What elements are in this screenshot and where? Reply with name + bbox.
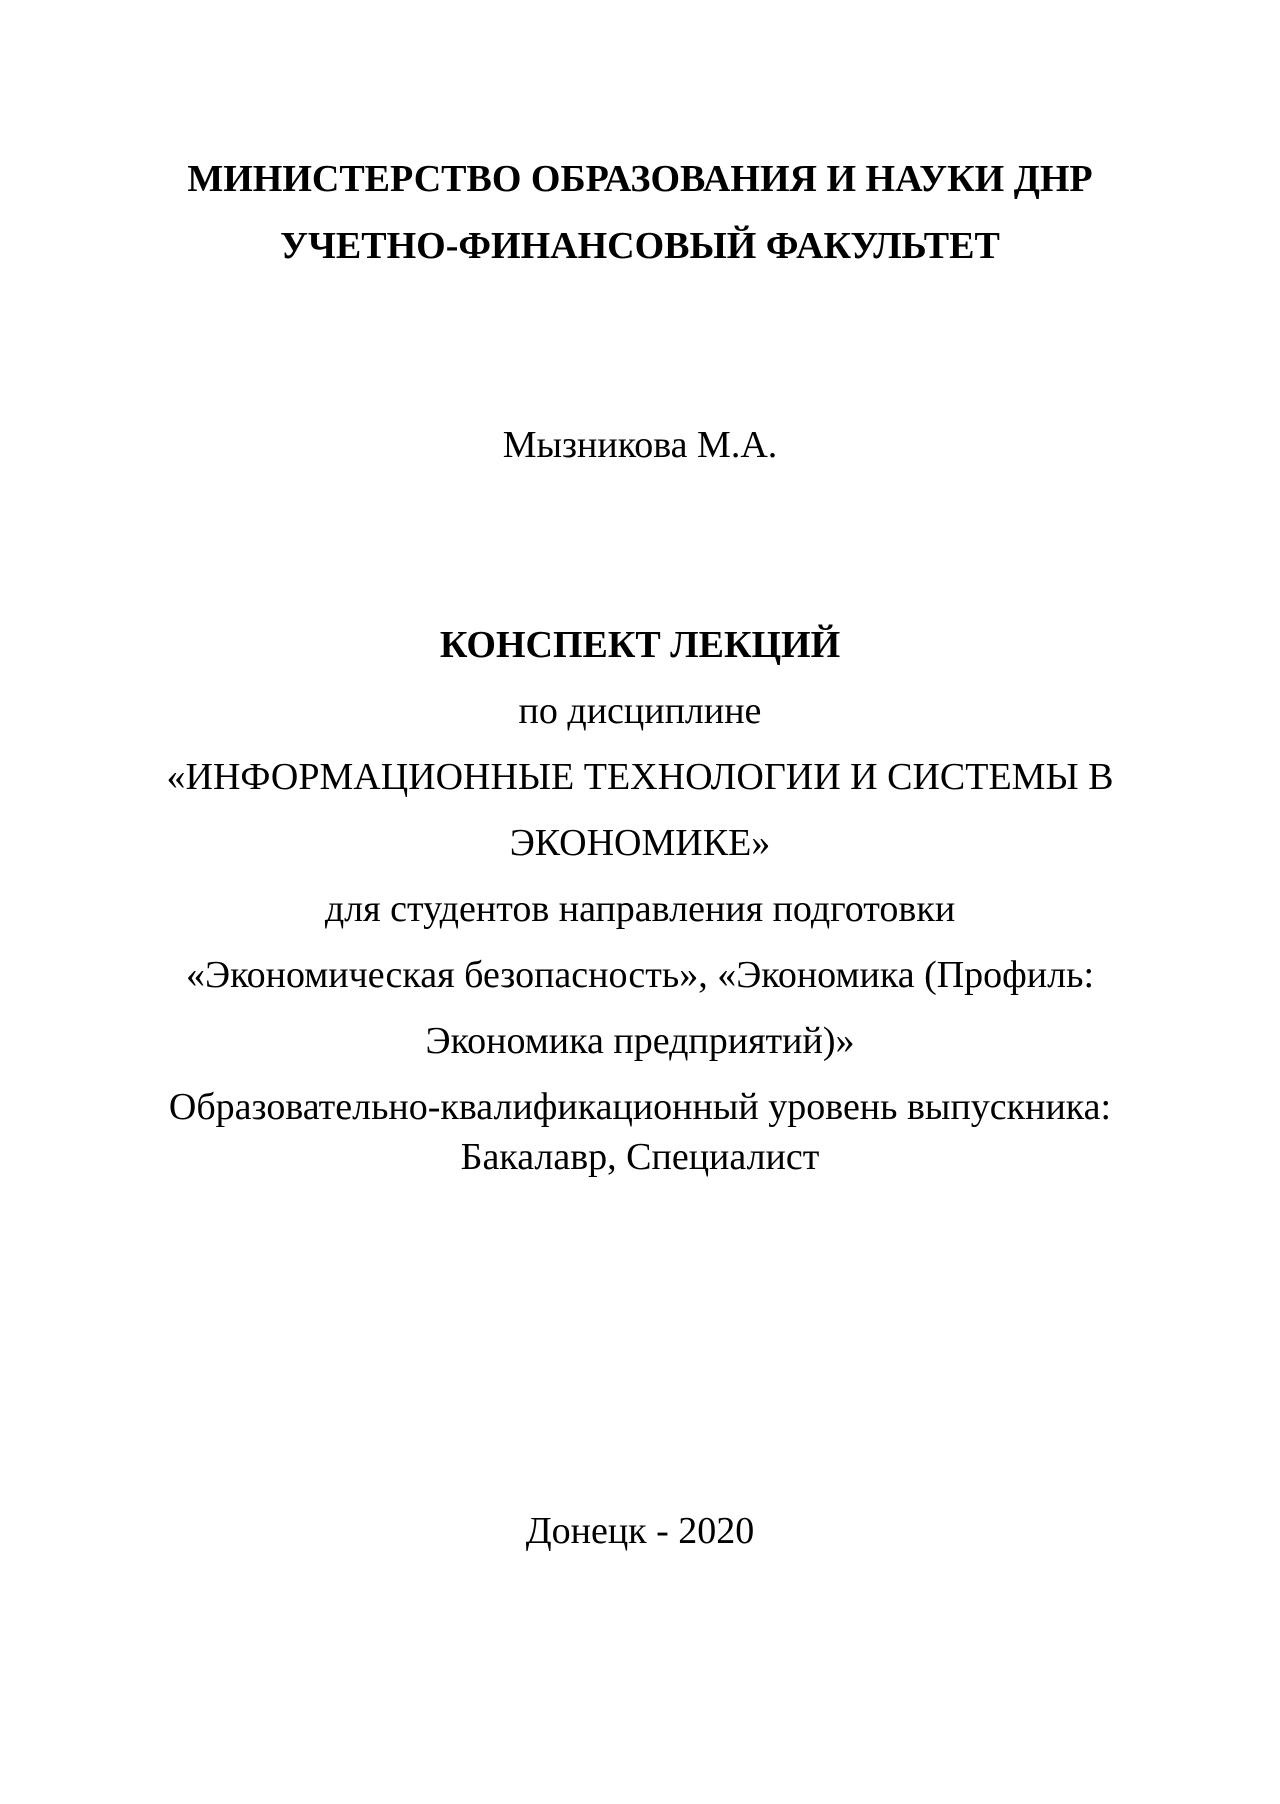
author-name: Мызникова М.А. [502, 424, 778, 466]
document-title: КОНСПЕКТ ЛЕКЦИЙ [439, 624, 841, 666]
study-directions-line-2: Экономика предприятий)» [425, 1020, 855, 1062]
ministry-heading: МИНИСТЕРСТВО ОБРАЗОВАНИЯ И НАУКИ ДНР [187, 158, 1093, 200]
discipline-name-line-2: ЭКОНОМИКЕ» [509, 822, 771, 864]
subject-intro: по дисциплине [518, 690, 762, 732]
qualification-level-label: Образовательно-квалификационный уровень выпускника: [168, 1086, 1112, 1128]
study-directions-line-1: «Экономическая безопасность», «Экономика (Профиль: [185, 954, 1094, 996]
city-year: Донецк - 2020 [525, 1510, 755, 1552]
faculty-heading: УЧЕТНО-ФИНАНСОВЫЙ ФАКУЛЬТЕТ [280, 225, 1000, 267]
discipline-name-line-1: «ИНФОРМАЦИОННЫЕ ТЕХНОЛОГИИ И СИСТЕМЫ В [166, 756, 1114, 798]
students-intro: для студентов направления подготовки [324, 888, 956, 930]
qualification-level-value: Бакалавр, Специалист [460, 1136, 820, 1178]
